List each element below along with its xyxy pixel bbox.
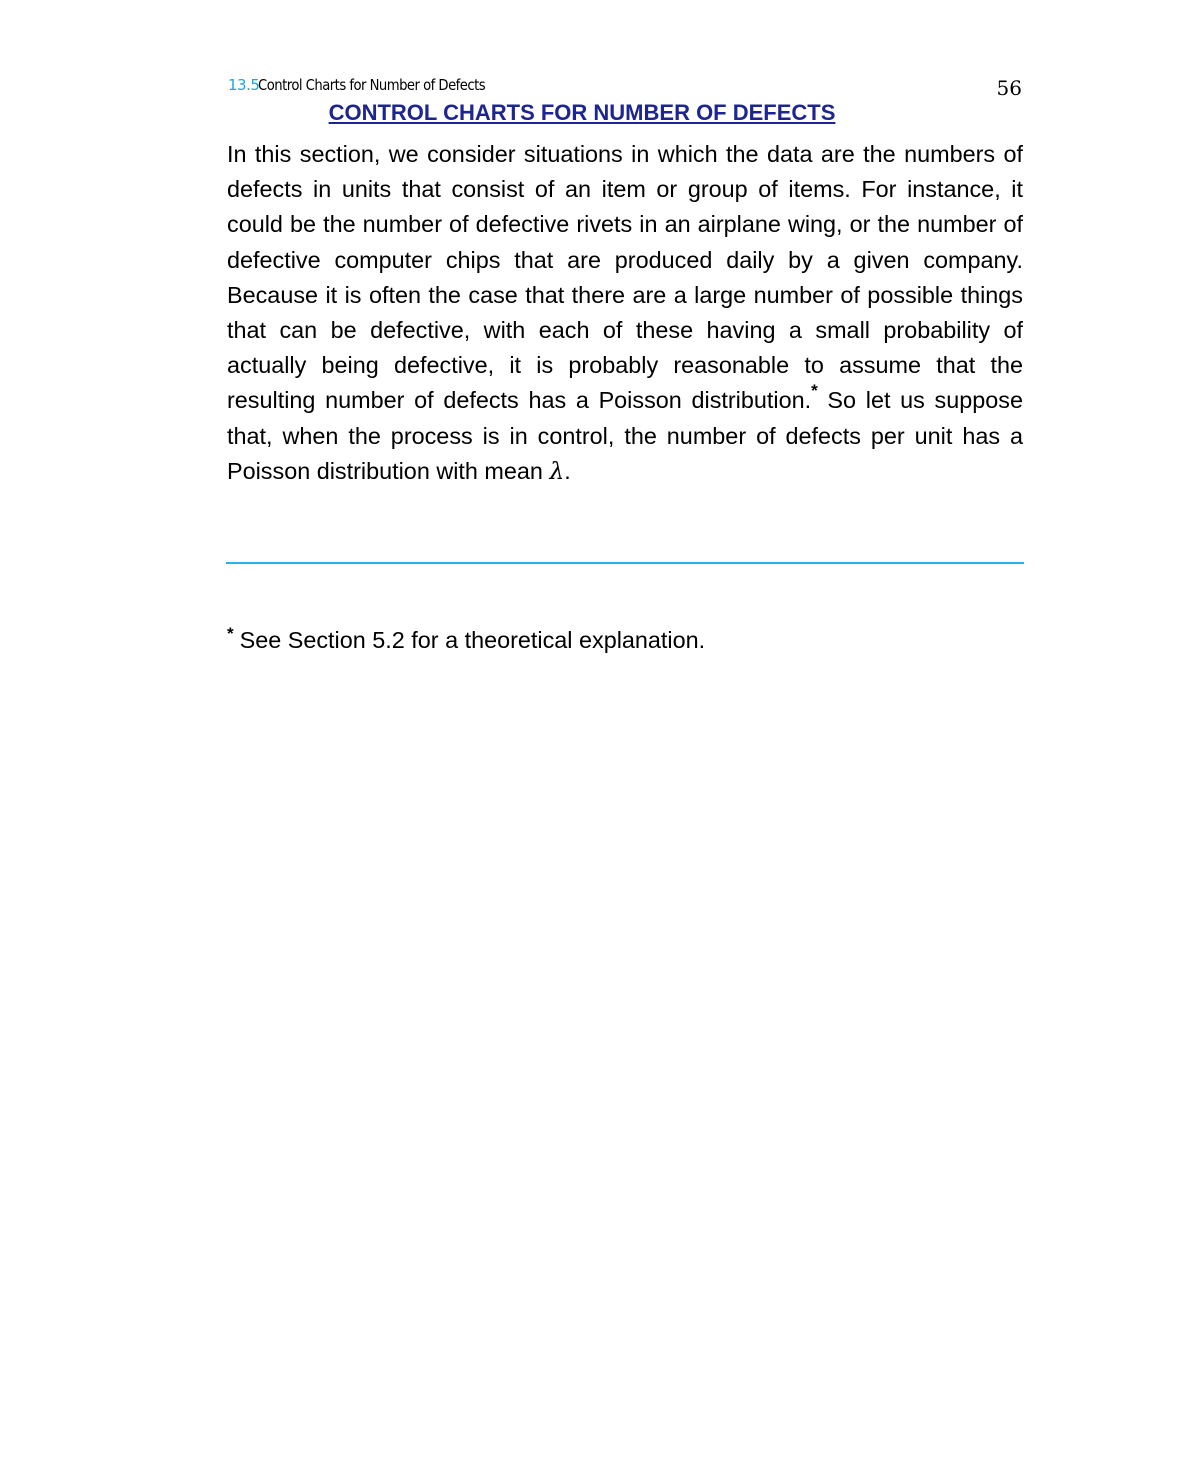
footnote-text: See Section 5.2 for a theoretical explanation. — [239, 627, 706, 653]
footnote-divider — [226, 562, 1024, 564]
body-text-part2: So let us suppose that, when the process is in control, the number of defects per unit has a Poisson distribution with mean — [227, 387, 1023, 484]
lambda-symbol: λ — [549, 456, 565, 485]
footnote-reference: * — [811, 381, 818, 401]
footnote-marker: * — [227, 624, 234, 643]
section-title: Control Charts for Number of Defects — [258, 76, 486, 94]
footnote — [227, 618, 1023, 656]
body-text-end: . — [564, 457, 571, 484]
page-heading: CONTROL CHARTS FOR NUMBER OF DEFECTS — [328, 100, 836, 125]
section-number: 13.5 — [228, 76, 260, 94]
body-text-part1: In this section, we consider situations in which the data are the numbers of defects in units that consist of an item or group of items. For instance, it could be the number of defective rivets in an airplane wing, or the number of defective computer chips that are produced daily by a given company. Because it is often the case that there are a large number of possible things that can be defective, with each of these having a small probability of actually being defective, it is probably reasonable to assume that the resulting number of defects has a Poisson distribution. — [227, 141, 1023, 414]
body-paragraph — [227, 137, 1023, 489]
running-header — [228, 76, 1024, 100]
page-number: 56 — [996, 76, 1022, 100]
